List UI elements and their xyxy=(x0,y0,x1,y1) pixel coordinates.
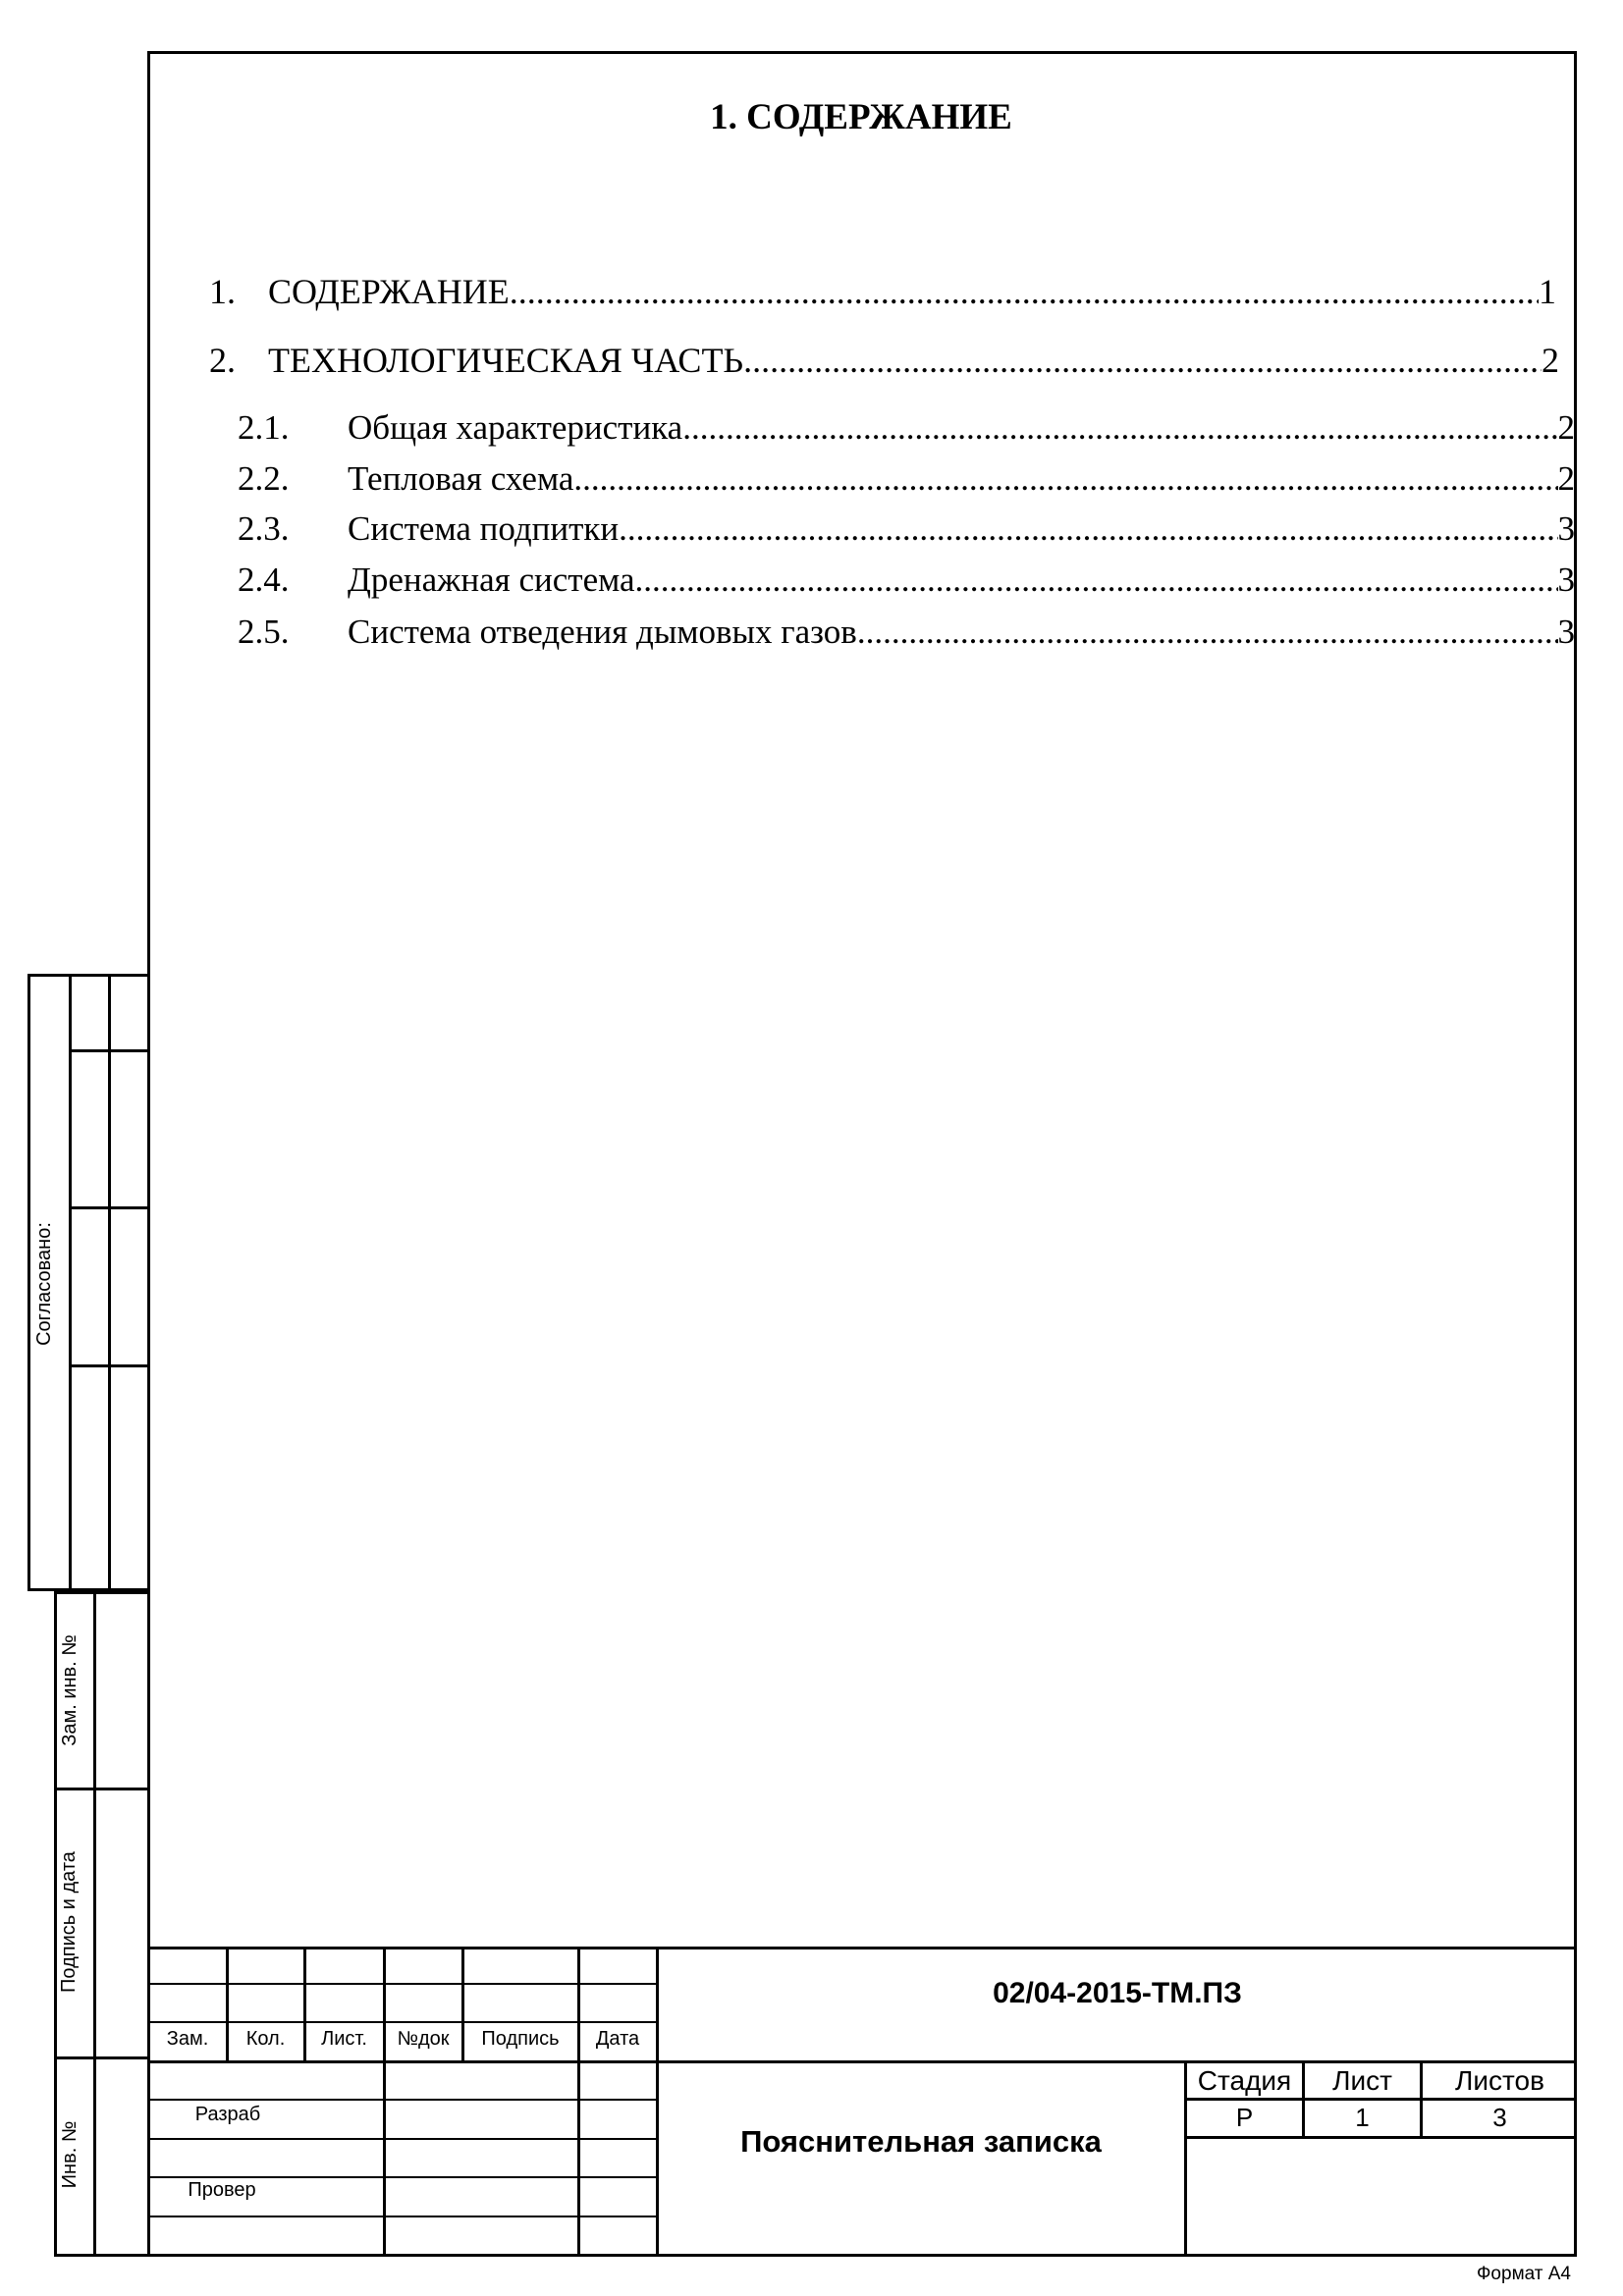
toc-leader xyxy=(857,613,1558,652)
header-date: Дата xyxy=(595,2028,640,2050)
toc-leader xyxy=(573,459,1557,499)
header-doc-number: №док xyxy=(397,2028,450,2050)
divider xyxy=(147,2099,658,2101)
divider xyxy=(69,1206,149,1209)
toc-leader xyxy=(635,561,1558,600)
checked-label: Провер xyxy=(188,2179,256,2201)
toc-page: 2 xyxy=(1557,408,1575,447)
toc-text: Тепловая схема xyxy=(348,459,574,498)
toc-leader xyxy=(619,509,1557,549)
stage-label: Стадия xyxy=(1197,2065,1292,2096)
divider xyxy=(147,1947,1577,1949)
toc-item[interactable] xyxy=(209,271,1556,314)
toc-leader xyxy=(743,340,1542,381)
toc-number: 2.1. xyxy=(238,408,290,447)
divider xyxy=(93,1591,96,2257)
toc-page: 3 xyxy=(1557,561,1575,599)
toc-item[interactable] xyxy=(238,613,1575,656)
toc-text: ТЕХНОЛОГИЧЕСКАЯ ЧАСТЬ xyxy=(268,341,744,380)
sheet-value: 1 xyxy=(1355,2103,1370,2132)
toc-page: 3 xyxy=(1557,509,1575,548)
toc-text: Система отведения дымовых газов xyxy=(348,613,857,651)
document-code: 02/04-2015-ТМ.ПЗ xyxy=(993,1977,1242,2009)
header-change: Зам. xyxy=(166,2028,209,2050)
toc-item[interactable] xyxy=(238,561,1575,604)
toc-number: 2.5. xyxy=(238,613,290,651)
sheet-label: Лист xyxy=(1332,2065,1392,2096)
divider xyxy=(54,1788,150,1790)
divider xyxy=(69,1049,149,1052)
divider xyxy=(147,2138,658,2140)
toc-leader xyxy=(510,271,1539,312)
developed-label: Разраб xyxy=(194,2104,261,2125)
divider xyxy=(147,2216,658,2217)
toc-text: Система подпитки xyxy=(348,509,620,548)
toc-text: Дренажная система xyxy=(348,561,635,599)
agreed-label: Согласовано: xyxy=(33,1222,55,1346)
toc-item[interactable] xyxy=(238,509,1575,553)
sheets-label: Листов xyxy=(1455,2065,1544,2096)
toc-item[interactable] xyxy=(238,408,1575,452)
divider xyxy=(147,2021,658,2023)
toc-number: 2. xyxy=(209,341,236,380)
divider xyxy=(69,974,72,1591)
toc-page: 2 xyxy=(1542,341,1559,380)
divider xyxy=(577,1947,580,2257)
format-label: Формат А4 xyxy=(1476,2264,1571,2284)
toc-item[interactable] xyxy=(238,459,1575,503)
page-title: 1. СОДЕРЖАНИЕ xyxy=(710,97,1012,137)
stage-value: Р xyxy=(1235,2103,1254,2132)
toc-leader xyxy=(682,408,1557,448)
header-sheet: Лист. xyxy=(321,2028,367,2050)
header-signature: Подпись xyxy=(481,2028,560,2050)
divider xyxy=(1184,2136,1577,2139)
toc-item[interactable] xyxy=(209,340,1559,383)
toc-text: Общая характеристика xyxy=(348,408,683,447)
divider xyxy=(69,1364,149,1367)
divider xyxy=(147,2176,658,2178)
document-title: Пояснительная записка xyxy=(740,2124,1102,2159)
toc-page: 2 xyxy=(1557,459,1575,498)
toc-number: 2.3. xyxy=(238,509,290,548)
toc-number: 2.2. xyxy=(238,459,290,498)
divider xyxy=(54,2056,150,2059)
inventory-number-label: Инв. № xyxy=(59,2120,81,2189)
toc-number: 1. xyxy=(209,272,236,311)
toc-text: СОДЕРЖАНИЕ xyxy=(268,272,510,311)
divider xyxy=(383,1947,386,2257)
toc-page: 1 xyxy=(1539,272,1556,311)
divider xyxy=(1184,2098,1577,2101)
divider xyxy=(147,1983,658,1985)
signature-date-label: Подпись и дата xyxy=(58,1851,80,1993)
toc-page: 3 xyxy=(1557,613,1575,651)
header-quantity: Кол. xyxy=(245,2028,286,2050)
divider xyxy=(108,974,111,1591)
toc-number: 2.4. xyxy=(238,561,290,599)
sheets-value: 3 xyxy=(1492,2103,1507,2132)
replaced-inventory-label: Зам. инв. № xyxy=(59,1634,81,1746)
divider xyxy=(147,2060,1577,2063)
